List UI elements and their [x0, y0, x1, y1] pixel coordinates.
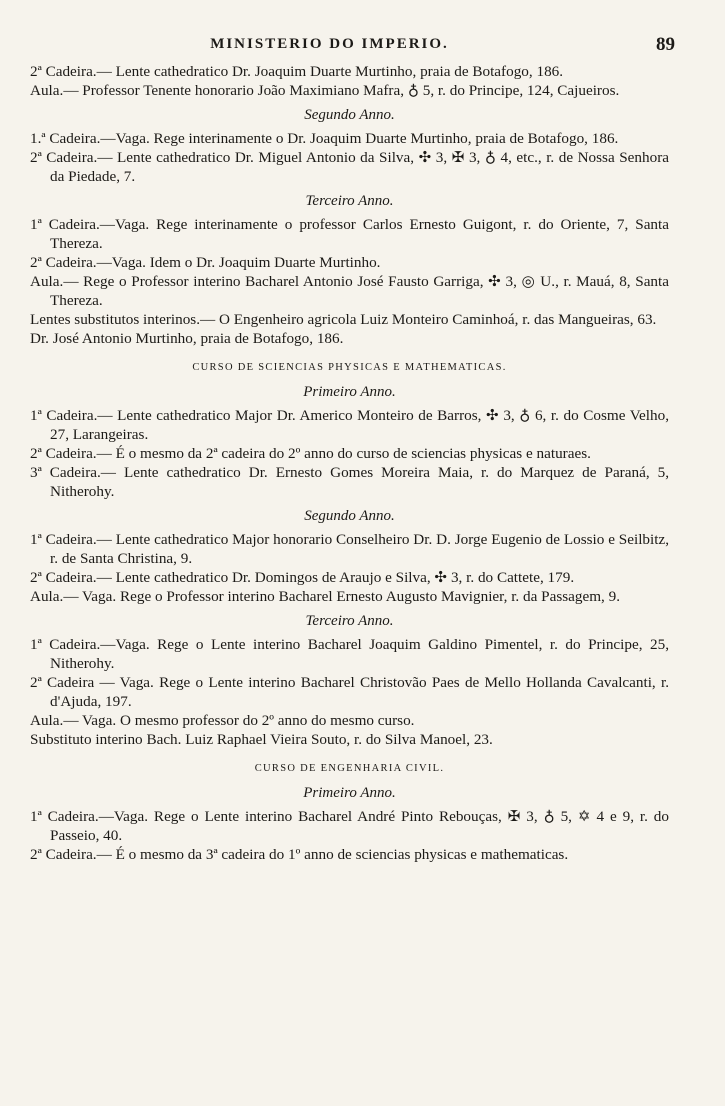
entry: 3ª Cadeira.— Lente cathedratico Dr. Ernesto Gomes Moreira Maia, r. do Marquez de Paraná, 5, Nitherohy. [30, 464, 669, 500]
entry: Lentes substitutos interinos.— O Engenheiro agricola Luiz Monteiro Caminhoá, r. das Mangueiras, 63. [30, 311, 657, 328]
course-heading: CURSO DE SCIENCIAS PHYSICAS E MATHEMATICAS. [192, 362, 507, 373]
entry: Aula.— Professor Tenente honorario João Maximiano Mafra, ♁ 5, r. do Principe, 124, Cajueiros. [30, 82, 620, 99]
page-number: 89 [656, 34, 675, 55]
year-heading: Terceiro Anno. [305, 193, 394, 209]
entry: 1ª Cadeira.—Vaga. Rege interinamente o professor Carlos Ernesto Guigont, r. do Oriente, 7, Santa Thereza. [30, 216, 669, 252]
entry: 2ª Cadeira.— Lente cathedratico Dr. Domingos de Araujo e Silva, ✣ 3, r. do Cattete, 179. [30, 569, 575, 586]
entry: 2ª Cadeira — Vaga. Rege o Lente interino Bacharel Christovão Paes de Mello Hollanda Cavalcanti, r. d'Ajuda, 197. [30, 674, 669, 710]
year-heading: Primeiro Anno. [303, 384, 396, 400]
entry: 2ª Cadeira.— É o mesmo da 2ª cadeira do 2º anno do curso de sciencias physicas e naturaes. [30, 445, 591, 462]
entry: Aula.— Vaga. O mesmo professor do 2º anno do mesmo curso. [30, 712, 415, 729]
year-heading: Segundo Anno. [304, 508, 395, 524]
entry: 1ª Cadeira.— Lente cathedratico Major honorario Conselheiro Dr. D. Jorge Eugenio de Lossio e Seilbitz, r. de Santa Christina, 9. [30, 531, 669, 567]
entry: Aula.— Rege o Professor interino Bacharel Antonio José Fausto Garriga, ✣ 3, ◎ U., r. Mauá, 8, Santa Thereza. [30, 273, 669, 309]
entry: 2ª Cadeira.— Lente cathedratico Dr. Miguel Antonio da Silva, ✣ 3, ✠ 3, ♁ 4, etc., r. de Nossa Senhora da Piedade, 7. [30, 149, 669, 185]
page-header [30, 34, 675, 62]
entry: 1ª Cadeira.—Vaga. Rege o Lente interino Bacharel André Pinto Rebouças, ✠ 3, ♁ 5, ✡ 4 e 9, r. do Passeio, 40. [30, 808, 669, 844]
document-body [30, 62, 669, 864]
entry: Aula.— Vaga. Rege o Professor interino Bacharel Ernesto Augusto Mavignier, r. da Passagem, 9. [30, 588, 621, 605]
year-heading: Segundo Anno. [304, 107, 395, 123]
year-heading: Terceiro Anno. [305, 613, 394, 629]
entry: 2ª Cadeira.— Lente cathedratico Dr. Joaquim Duarte Murtinho, praia de Botafogo, 186. [30, 63, 564, 80]
entry: Substituto interino Bach. Luiz Raphael Vieira Souto, r. do Silva Manoel, 23. [30, 731, 493, 748]
course-heading: CURSO DE ENGENHARIA CIVIL. [254, 763, 445, 774]
entry: 1.ª Cadeira.—Vaga. Rege interinamente o Dr. Joaquim Duarte Murtinho, praia de Botafogo, 186. [30, 130, 619, 147]
running-head: MINISTERIO DO IMPERIO. [210, 36, 449, 52]
year-heading: Primeiro Anno. [303, 785, 396, 801]
entry: 1ª Cadeira.—Vaga. Rege o Lente interino Bacharel Joaquim Galdino Pimentel, r. do Principe, 25, Nitherohy. [30, 636, 669, 672]
entry: 1ª Cadeira.— Lente cathedratico Major Dr. Americo Monteiro de Barros, ✣ 3, ♁ 6, r. do Cosme Velho, 27, Larangeiras. [30, 407, 669, 443]
entry: 2ª Cadeira.— É o mesmo da 3ª cadeira do 1º anno de sciencias physicas e mathematicas. [30, 846, 569, 863]
entry: 2ª Cadeira.—Vaga. Idem o Dr. Joaquim Duarte Murtinho. [30, 254, 381, 271]
entry: Dr. José Antonio Murtinho, praia de Botafogo, 186. [30, 330, 344, 347]
